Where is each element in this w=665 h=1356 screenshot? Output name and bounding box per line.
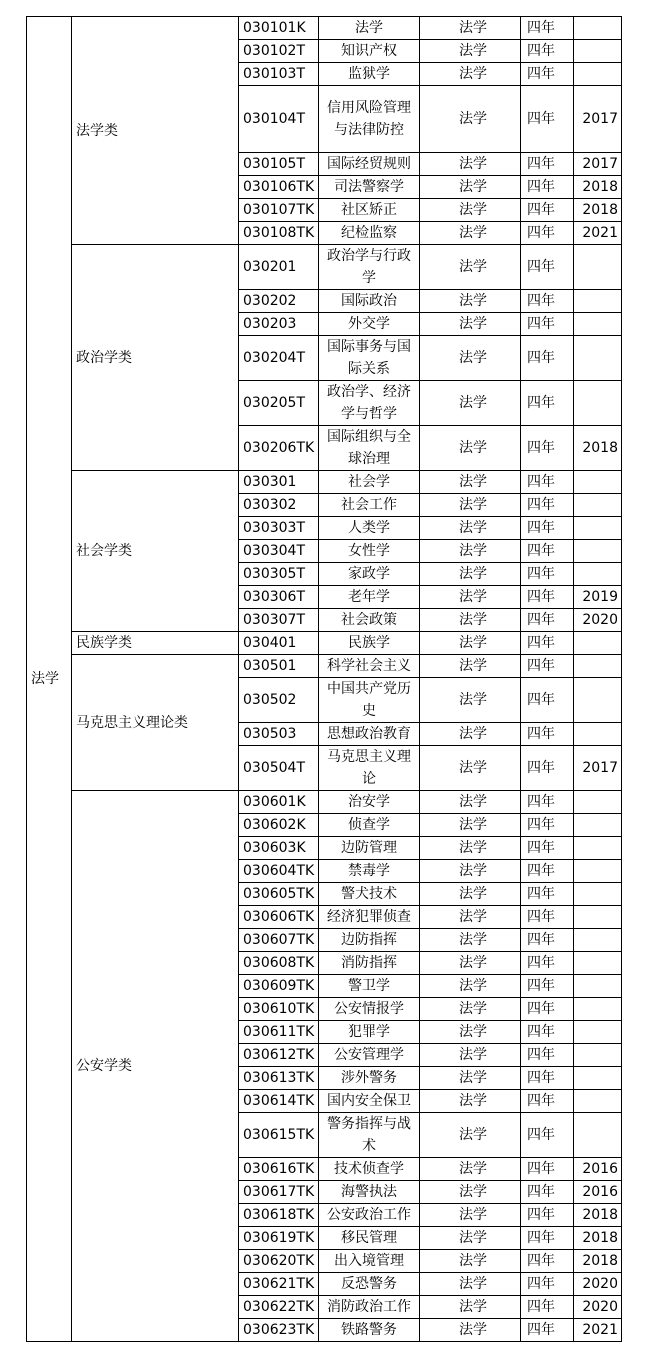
major-code: 030601K [239, 791, 319, 814]
study-duration: 四年 [521, 17, 574, 40]
major-code: 030501 [239, 655, 319, 678]
added-year [574, 245, 622, 290]
added-year [574, 723, 622, 746]
major-name: 禁毒学 [319, 860, 420, 883]
degree-type: 法学 [420, 1250, 521, 1273]
major-name: 政治学与行政学 [319, 245, 420, 290]
study-duration: 四年 [521, 883, 574, 906]
added-year [574, 975, 622, 998]
major-name: 边防指挥 [319, 929, 420, 952]
major-code: 030306T [239, 586, 319, 609]
major-name: 老年学 [319, 586, 420, 609]
study-duration: 四年 [521, 1273, 574, 1296]
study-duration: 四年 [521, 63, 574, 86]
added-year [574, 791, 622, 814]
degree-type: 法学 [420, 1044, 521, 1067]
major-code: 030305T [239, 563, 319, 586]
study-duration: 四年 [521, 381, 574, 426]
added-year: 2017 [574, 86, 622, 153]
added-year [574, 63, 622, 86]
added-year [574, 906, 622, 929]
study-duration: 四年 [521, 1113, 574, 1158]
major-code: 030205T [239, 381, 319, 426]
major-name: 国际组织与全球治理 [319, 426, 420, 471]
added-year [574, 517, 622, 540]
major-code: 030620TK [239, 1250, 319, 1273]
major-name: 经济犯罪侦查 [319, 906, 420, 929]
major-code: 030614TK [239, 1090, 319, 1113]
added-year: 2018 [574, 1250, 622, 1273]
study-duration: 四年 [521, 906, 574, 929]
major-name: 社会工作 [319, 494, 420, 517]
major-name: 边防管理 [319, 837, 420, 860]
degree-type: 法学 [420, 222, 521, 245]
degree-type: 法学 [420, 153, 521, 176]
added-year: 2020 [574, 609, 622, 632]
major-name: 警卫学 [319, 975, 420, 998]
added-year [574, 313, 622, 336]
degree-type: 法学 [420, 17, 521, 40]
major-name: 犯罪学 [319, 1021, 420, 1044]
study-duration: 四年 [521, 40, 574, 63]
degree-type: 法学 [420, 655, 521, 678]
major-name: 信用风险管理与法律防控 [319, 86, 420, 153]
added-year: 2016 [574, 1181, 622, 1204]
major-name: 出入境管理 [319, 1250, 420, 1273]
study-duration: 四年 [521, 791, 574, 814]
major-name: 司法警察学 [319, 176, 420, 199]
degree-type: 法学 [420, 929, 521, 952]
major-code: 030612TK [239, 1044, 319, 1067]
category-cell: 法学类 [72, 17, 239, 245]
major-catalog-table [26, 16, 622, 1342]
added-year: 2021 [574, 222, 622, 245]
major-code: 030607TK [239, 929, 319, 952]
degree-type: 法学 [420, 540, 521, 563]
degree-type: 法学 [420, 63, 521, 86]
major-code: 030606TK [239, 906, 319, 929]
major-name: 监狱学 [319, 63, 420, 86]
added-year: 2017 [574, 153, 622, 176]
added-year: 2018 [574, 1227, 622, 1250]
degree-type: 法学 [420, 837, 521, 860]
study-duration: 四年 [521, 426, 574, 471]
study-duration: 四年 [521, 678, 574, 723]
study-duration: 四年 [521, 655, 574, 678]
major-code: 030103T [239, 63, 319, 86]
major-name: 外交学 [319, 313, 420, 336]
study-duration: 四年 [521, 1090, 574, 1113]
study-duration: 四年 [521, 1021, 574, 1044]
major-name: 马克思主义理论 [319, 746, 420, 791]
major-name: 公安管理学 [319, 1044, 420, 1067]
major-name: 国际政治 [319, 290, 420, 313]
table-row [27, 17, 622, 40]
added-year [574, 1113, 622, 1158]
major-name: 科学社会主义 [319, 655, 420, 678]
added-year: 2018 [574, 199, 622, 222]
major-code: 030206TK [239, 426, 319, 471]
degree-type: 法学 [420, 1021, 521, 1044]
major-code: 030303T [239, 517, 319, 540]
major-code: 030201 [239, 245, 319, 290]
study-duration: 四年 [521, 929, 574, 952]
study-duration: 四年 [521, 199, 574, 222]
major-code: 030622TK [239, 1296, 319, 1319]
discipline-cell: 法学 [27, 17, 72, 1342]
major-name: 社区矫正 [319, 199, 420, 222]
major-name: 反恐警务 [319, 1273, 420, 1296]
study-duration: 四年 [521, 86, 574, 153]
table-row [27, 791, 622, 814]
category-cell: 政治学类 [72, 245, 239, 471]
study-duration: 四年 [521, 952, 574, 975]
major-name: 移民管理 [319, 1227, 420, 1250]
added-year: 2021 [574, 1319, 622, 1342]
degree-type: 法学 [420, 517, 521, 540]
added-year [574, 540, 622, 563]
study-duration: 四年 [521, 814, 574, 837]
degree-type: 法学 [420, 176, 521, 199]
study-duration: 四年 [521, 222, 574, 245]
degree-type: 法学 [420, 381, 521, 426]
major-code: 030108TK [239, 222, 319, 245]
major-name: 法学 [319, 17, 420, 40]
major-name: 民族学 [319, 632, 420, 655]
major-code: 030107TK [239, 199, 319, 222]
degree-type: 法学 [420, 1090, 521, 1113]
added-year [574, 678, 622, 723]
added-year: 2016 [574, 1158, 622, 1181]
major-name: 侦查学 [319, 814, 420, 837]
added-year [574, 563, 622, 586]
major-code: 030104T [239, 86, 319, 153]
major-name: 家政学 [319, 563, 420, 586]
added-year [574, 1067, 622, 1090]
degree-type: 法学 [420, 290, 521, 313]
added-year [574, 1090, 622, 1113]
study-duration: 四年 [521, 1250, 574, 1273]
added-year [574, 494, 622, 517]
degree-type: 法学 [420, 609, 521, 632]
major-code: 030503 [239, 723, 319, 746]
major-code: 030623TK [239, 1319, 319, 1342]
added-year [574, 381, 622, 426]
added-year: 2018 [574, 176, 622, 199]
added-year: 2017 [574, 746, 622, 791]
study-duration: 四年 [521, 1181, 574, 1204]
major-code: 030302 [239, 494, 319, 517]
study-duration: 四年 [521, 998, 574, 1021]
major-code: 030605TK [239, 883, 319, 906]
added-year: 2018 [574, 1204, 622, 1227]
degree-type: 法学 [420, 998, 521, 1021]
category-cell: 社会学类 [72, 471, 239, 632]
added-year [574, 471, 622, 494]
major-code: 030101K [239, 17, 319, 40]
degree-type: 法学 [420, 426, 521, 471]
major-name: 公安情报学 [319, 998, 420, 1021]
study-duration: 四年 [521, 471, 574, 494]
table-row [27, 245, 622, 290]
study-duration: 四年 [521, 245, 574, 290]
major-name: 知识产权 [319, 40, 420, 63]
degree-type: 法学 [420, 906, 521, 929]
major-name: 政治学、经济学与哲学 [319, 381, 420, 426]
major-code: 030617TK [239, 1181, 319, 1204]
study-duration: 四年 [521, 586, 574, 609]
study-duration: 四年 [521, 336, 574, 381]
added-year [574, 632, 622, 655]
added-year [574, 952, 622, 975]
major-name: 社会政策 [319, 609, 420, 632]
major-name: 海警执法 [319, 1181, 420, 1204]
added-year [574, 1044, 622, 1067]
major-code: 030102T [239, 40, 319, 63]
degree-type: 法学 [420, 86, 521, 153]
study-duration: 四年 [521, 975, 574, 998]
major-code: 030204T [239, 336, 319, 381]
major-name: 铁路警务 [319, 1319, 420, 1342]
study-duration: 四年 [521, 860, 574, 883]
added-year [574, 655, 622, 678]
degree-type: 法学 [420, 245, 521, 290]
degree-type: 法学 [420, 563, 521, 586]
major-code: 030202 [239, 290, 319, 313]
major-name: 消防指挥 [319, 952, 420, 975]
study-duration: 四年 [521, 632, 574, 655]
major-code: 030301 [239, 471, 319, 494]
major-code: 030611TK [239, 1021, 319, 1044]
major-code: 030203 [239, 313, 319, 336]
study-duration: 四年 [521, 290, 574, 313]
study-duration: 四年 [521, 837, 574, 860]
table-row [27, 655, 622, 678]
degree-type: 法学 [420, 791, 521, 814]
major-code: 030502 [239, 678, 319, 723]
degree-type: 法学 [420, 1158, 521, 1181]
added-year [574, 929, 622, 952]
major-name: 公安政治工作 [319, 1204, 420, 1227]
added-year [574, 290, 622, 313]
major-code: 030602K [239, 814, 319, 837]
degree-type: 法学 [420, 975, 521, 998]
study-duration: 四年 [521, 176, 574, 199]
major-code: 030618TK [239, 1204, 319, 1227]
study-duration: 四年 [521, 517, 574, 540]
major-code: 030307T [239, 609, 319, 632]
degree-type: 法学 [420, 471, 521, 494]
added-year [574, 814, 622, 837]
degree-type: 法学 [420, 1204, 521, 1227]
added-year: 2020 [574, 1273, 622, 1296]
added-year [574, 336, 622, 381]
degree-type: 法学 [420, 1181, 521, 1204]
major-name: 国际事务与国际关系 [319, 336, 420, 381]
major-code: 030304T [239, 540, 319, 563]
added-year [574, 1021, 622, 1044]
table-row [27, 632, 622, 655]
degree-type: 法学 [420, 1067, 521, 1090]
major-code: 030610TK [239, 998, 319, 1021]
study-duration: 四年 [521, 540, 574, 563]
study-duration: 四年 [521, 723, 574, 746]
major-name: 涉外警务 [319, 1067, 420, 1090]
major-code: 030609TK [239, 975, 319, 998]
added-year [574, 860, 622, 883]
table-row [27, 471, 622, 494]
major-code: 030613TK [239, 1067, 319, 1090]
added-year [574, 17, 622, 40]
major-code: 030616TK [239, 1158, 319, 1181]
major-code: 030603K [239, 837, 319, 860]
added-year: 2020 [574, 1296, 622, 1319]
major-name: 纪检监察 [319, 222, 420, 245]
degree-type: 法学 [420, 883, 521, 906]
major-code: 030604TK [239, 860, 319, 883]
major-code: 030504T [239, 746, 319, 791]
degree-type: 法学 [420, 678, 521, 723]
study-duration: 四年 [521, 1067, 574, 1090]
major-name: 女性学 [319, 540, 420, 563]
added-year: 2019 [574, 586, 622, 609]
major-name: 警务指挥与战术 [319, 1113, 420, 1158]
added-year [574, 40, 622, 63]
major-name: 思想政治教育 [319, 723, 420, 746]
added-year [574, 998, 622, 1021]
major-name: 治安学 [319, 791, 420, 814]
degree-type: 法学 [420, 1319, 521, 1342]
study-duration: 四年 [521, 1158, 574, 1181]
study-duration: 四年 [521, 1044, 574, 1067]
degree-type: 法学 [420, 313, 521, 336]
degree-type: 法学 [420, 1273, 521, 1296]
added-year: 2018 [574, 426, 622, 471]
major-code: 030621TK [239, 1273, 319, 1296]
major-name: 人类学 [319, 517, 420, 540]
category-cell: 马克思主义理论类 [72, 655, 239, 791]
degree-type: 法学 [420, 1227, 521, 1250]
major-name: 警犬技术 [319, 883, 420, 906]
category-cell: 公安学类 [72, 791, 239, 1342]
degree-type: 法学 [420, 723, 521, 746]
degree-type: 法学 [420, 1113, 521, 1158]
major-code: 030619TK [239, 1227, 319, 1250]
degree-type: 法学 [420, 494, 521, 517]
degree-type: 法学 [420, 199, 521, 222]
study-duration: 四年 [521, 313, 574, 336]
degree-type: 法学 [420, 860, 521, 883]
added-year [574, 883, 622, 906]
study-duration: 四年 [521, 494, 574, 517]
added-year [574, 837, 622, 860]
major-code: 030401 [239, 632, 319, 655]
study-duration: 四年 [521, 1227, 574, 1250]
degree-type: 法学 [420, 586, 521, 609]
study-duration: 四年 [521, 1204, 574, 1227]
category-cell: 民族学类 [72, 632, 239, 655]
major-name: 中国共产党历史 [319, 678, 420, 723]
major-name: 社会学 [319, 471, 420, 494]
major-name: 国内安全保卫 [319, 1090, 420, 1113]
degree-type: 法学 [420, 632, 521, 655]
study-duration: 四年 [521, 609, 574, 632]
study-duration: 四年 [521, 746, 574, 791]
major-code: 030106TK [239, 176, 319, 199]
major-code: 030608TK [239, 952, 319, 975]
major-name: 技术侦查学 [319, 1158, 420, 1181]
degree-type: 法学 [420, 952, 521, 975]
study-duration: 四年 [521, 1319, 574, 1342]
major-name: 国际经贸规则 [319, 153, 420, 176]
major-code: 030105T [239, 153, 319, 176]
degree-type: 法学 [420, 1296, 521, 1319]
study-duration: 四年 [521, 153, 574, 176]
study-duration: 四年 [521, 1296, 574, 1319]
major-code: 030615TK [239, 1113, 319, 1158]
major-name: 消防政治工作 [319, 1296, 420, 1319]
degree-type: 法学 [420, 746, 521, 791]
degree-type: 法学 [420, 336, 521, 381]
study-duration: 四年 [521, 563, 574, 586]
degree-type: 法学 [420, 40, 521, 63]
degree-type: 法学 [420, 814, 521, 837]
